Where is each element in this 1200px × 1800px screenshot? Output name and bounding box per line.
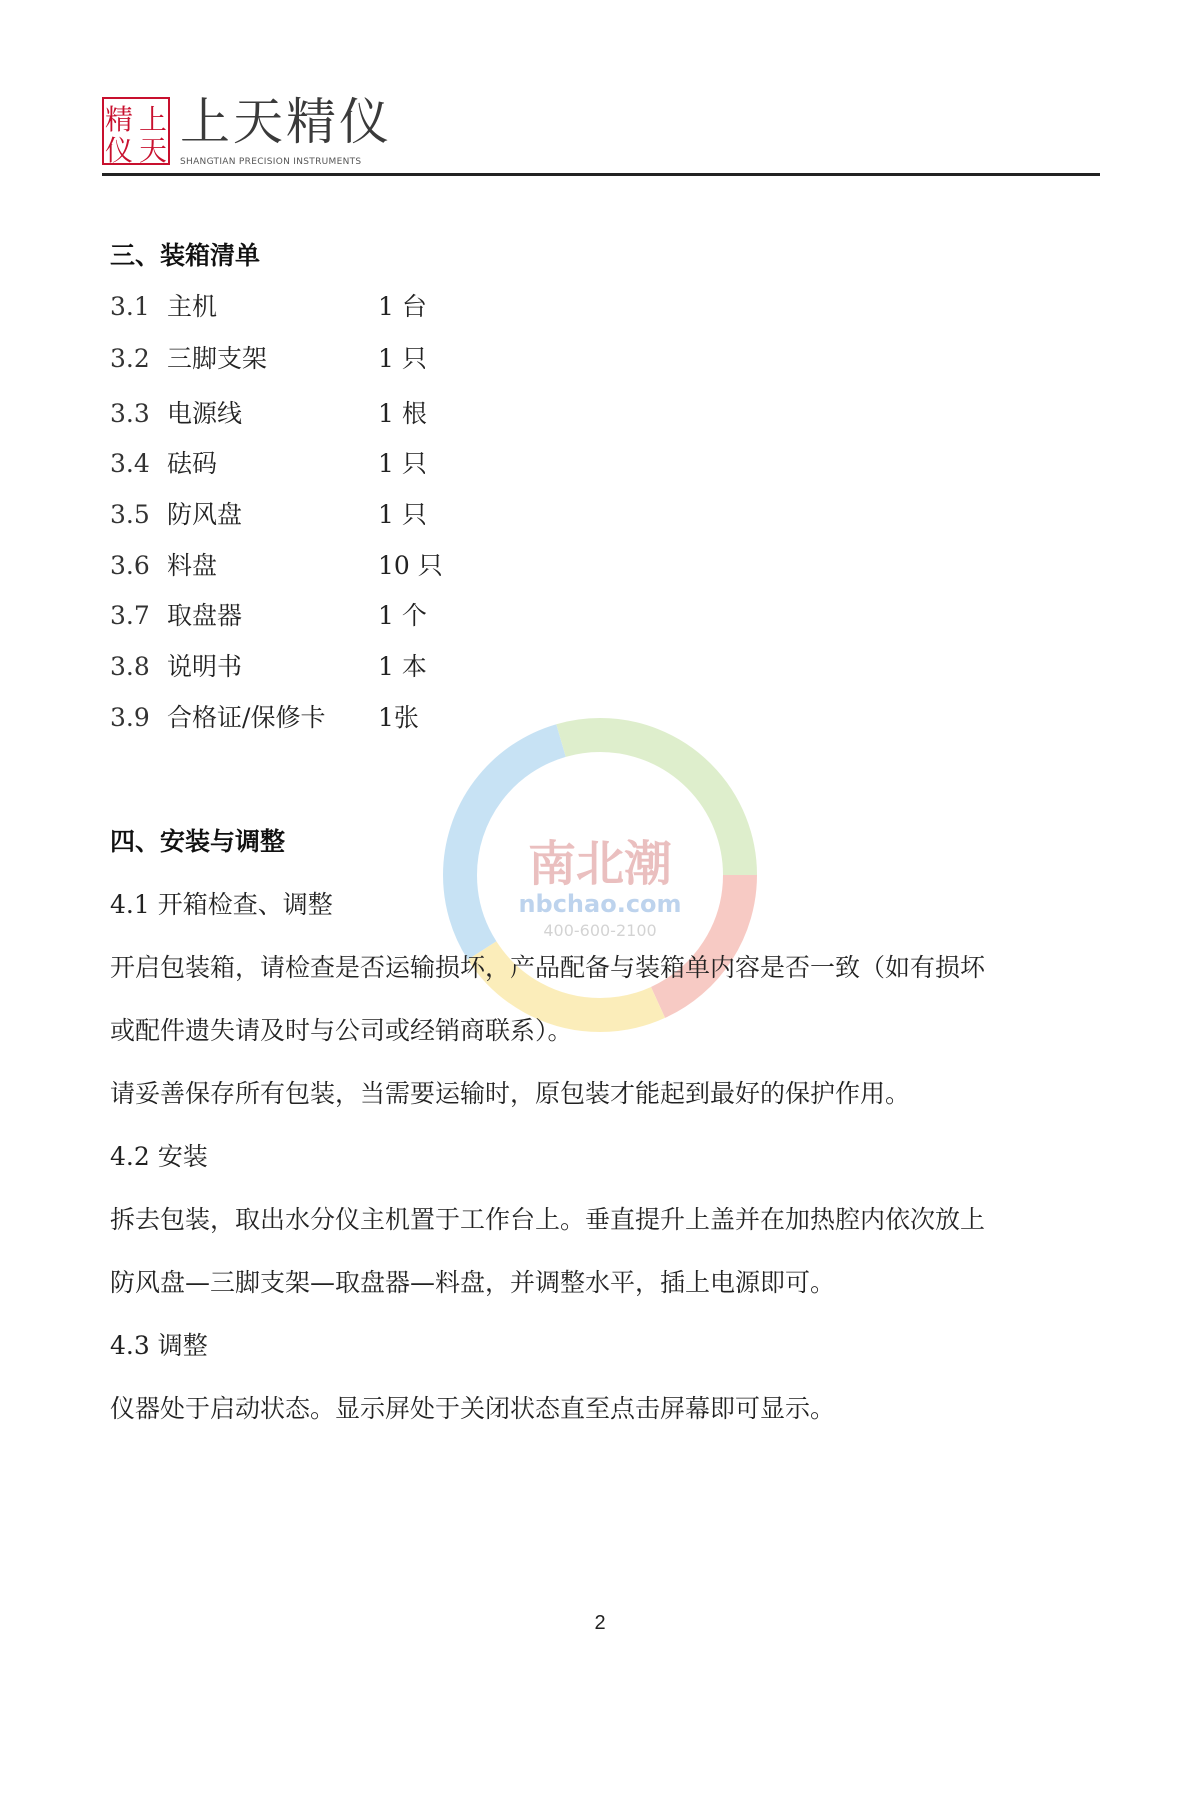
- item-qty: 1 个: [378, 601, 427, 630]
- install-sequence-rest: ，并调整水平，插上电源即可。: [485, 1268, 836, 1297]
- item-qty: 1 根: [378, 399, 427, 428]
- item-number: 3.7: [110, 601, 150, 630]
- brand-subtitle: SHANGTIAN PRECISION INSTRUMENTS: [180, 157, 362, 167]
- install-sequence: 防风盘—三脚支架—取盘器—料盘: [110, 1268, 486, 1297]
- item-name-suffix: 保修卡: [250, 703, 326, 732]
- item-qty-suffix: 张: [393, 703, 419, 732]
- logo-seal: [102, 97, 170, 165]
- item-name: 电源线: [167, 399, 243, 428]
- item-name: [167, 700, 325, 736]
- item-qty: 1 只: [378, 344, 427, 373]
- brand-name: 上天精仪: [180, 93, 392, 151]
- item-number: 3.9: [110, 703, 150, 732]
- item-name: 砝码: [167, 449, 218, 478]
- seal-char-2: 上: [138, 103, 168, 136]
- watermark: [425, 700, 775, 1050]
- item-number: 3.8: [110, 652, 150, 681]
- subsection-4-1-title: 4.1 开箱检查、调整: [110, 890, 333, 919]
- paragraph: 仪器处于启动状态。显示屏处于关闭状态直至点击屏幕即可显示。: [110, 1394, 836, 1423]
- seal-char-4: 天: [138, 134, 168, 165]
- page-number: 2: [594, 1612, 606, 1634]
- item-name: 说明书: [167, 652, 243, 681]
- item-qty: 1 本: [378, 652, 427, 681]
- item-name: 防风盘: [167, 500, 243, 529]
- subsection-4-2-title: 4.2 安装: [110, 1142, 208, 1171]
- watermark-phone: 400-600-2100: [543, 921, 657, 940]
- item-number: 3.5: [110, 500, 150, 529]
- item-number: 3.2: [110, 344, 150, 373]
- header-rule: [102, 173, 1100, 176]
- item-qty: [378, 700, 419, 736]
- item-qty: 1 台: [378, 292, 427, 321]
- item-name: 主机: [167, 292, 218, 321]
- section3-title: 三、装箱清单: [110, 241, 261, 270]
- item-qty: 1 只: [378, 449, 427, 478]
- paragraph-line: 或配件遗失请及时与公司或经销商联系）。: [110, 1016, 573, 1045]
- item-name: 料盘: [167, 551, 218, 580]
- seal-char-3: 仪: [104, 134, 134, 165]
- paragraph-line: [110, 1265, 835, 1301]
- subsection-4-3-title: 4.3 调整: [110, 1331, 208, 1360]
- item-number: 3.4: [110, 449, 150, 478]
- item-name-part: 合格证/: [167, 703, 251, 732]
- paragraph: 请妥善保存所有包装，当需要运输时，原包装才能起到最好的保护作用。: [110, 1079, 911, 1108]
- item-number: 3.3: [110, 399, 150, 428]
- seal-char-1: 精: [104, 103, 134, 136]
- item-number: 3.1: [110, 292, 150, 321]
- watermark-site: nbchao.com: [518, 890, 682, 918]
- item-name: 三脚支架: [167, 344, 268, 373]
- item-qty-part: 1: [378, 703, 394, 732]
- paragraph-line: 开启包装箱，请检查是否运输损坏，产品配备与装箱单内容是否一致（如有损坏: [110, 953, 986, 982]
- paragraph-line: 拆去包装，取出水分仪主机置于工作台上。垂直提升上盖并在加热腔内依次放上: [110, 1205, 986, 1234]
- watermark-brand: 南北潮: [527, 836, 673, 892]
- item-qty: 1 只: [378, 500, 427, 529]
- item-name: 取盘器: [167, 601, 243, 630]
- item-qty: 10 只: [378, 551, 443, 580]
- section4-title: 四、安装与调整: [110, 827, 286, 856]
- item-number: 3.6: [110, 551, 150, 580]
